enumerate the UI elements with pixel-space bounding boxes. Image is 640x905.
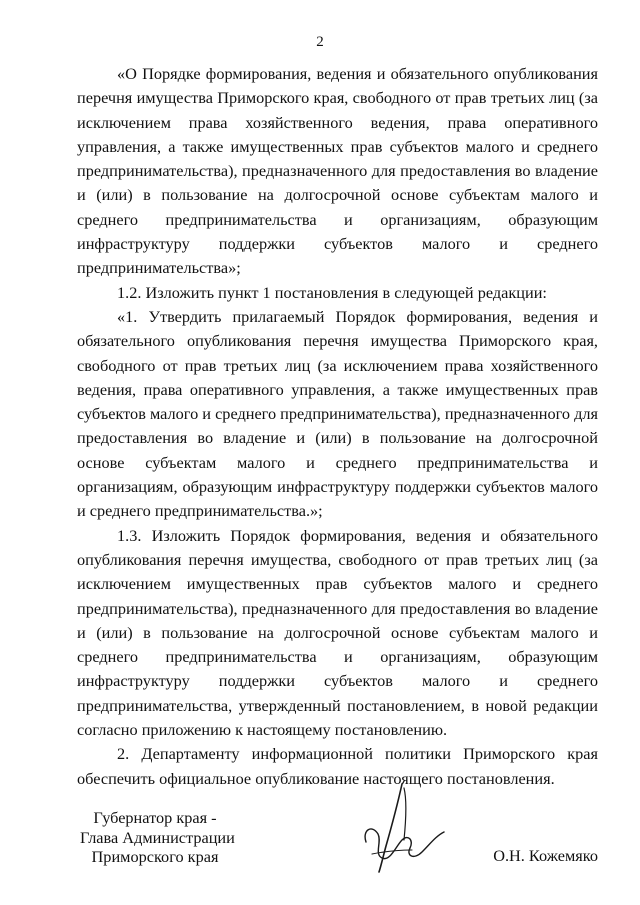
signatory-title: [80, 808, 235, 867]
signatory-name: О.Н. Кожемяко: [493, 846, 598, 865]
paragraph-item-2: 2. Департаменту информационной политики Приморского края обеспечить официальное опубликование настоящего постановления.: [77, 744, 598, 788]
paragraph-item-1-2: 1.2. Изложить пункт 1 постановления в следующей редакции:: [117, 282, 547, 302]
signatory-title-line-3: Приморского края: [91, 847, 219, 866]
page-number: 2: [316, 34, 324, 50]
document-body: [77, 62, 598, 791]
paragraph-order-title: «О Порядке формирования, ведения и обязательного опубликования перечня имущества Приморского края, свободного от прав третьих лиц (за исключением права хозяйственного ведения, права оперативного управления, а также имущественных прав субъектов малого и среднего предпринимательства), предназначенного для предоставления во владение и (или) в пользование на долгосрочной основе субъектам малого и среднего предпринимательства и организациям, образующим инфраструктуру поддержки субъектов малого и среднего предпринимательства»;: [77, 64, 598, 278]
signatory-title-line-1: Губернатор края -: [93, 808, 217, 827]
signature-block: [0, 808, 640, 888]
paragraph-item-1-2-text: «1. Утвердить прилагаемый Порядок формирования, ведения и обязательного опубликования перечня имущества Приморского края, свободного от прав третьих лиц (за исключением права хозяйственного ведения, права оперативного управления, а также имущественных прав субъектов малого и среднего предпринимательства), предназначенного для предоставления во владение и (или) в пользование на долгосрочной основе субъектам малого и среднего предпринимательства и организациям, образующим инфраструктуру поддержки субъектов малого и среднего предпринимательства.»;: [77, 306, 598, 521]
handwritten-signature: [352, 780, 452, 875]
paragraph-item-1-3: 1.3. Изложить Порядок формирования, ведения и обязательного опубликования перечня имущества, свободного от прав третьих лиц (за исключением имущественных прав субъектов малого и среднего предпринимательства), предназначенного для предоставления во владение и (или) в пользование на долгосрочной основе субъектам малого и среднего предпринимательства и организациям, образующим инфраструктуру поддержки субъектов малого и среднего предпринимательства, утвержденный постановлением, в новой редакции согласно приложению к настоящему постановлению.: [77, 525, 598, 740]
signatory-title-line-2: Глава Администрации: [80, 827, 235, 847]
